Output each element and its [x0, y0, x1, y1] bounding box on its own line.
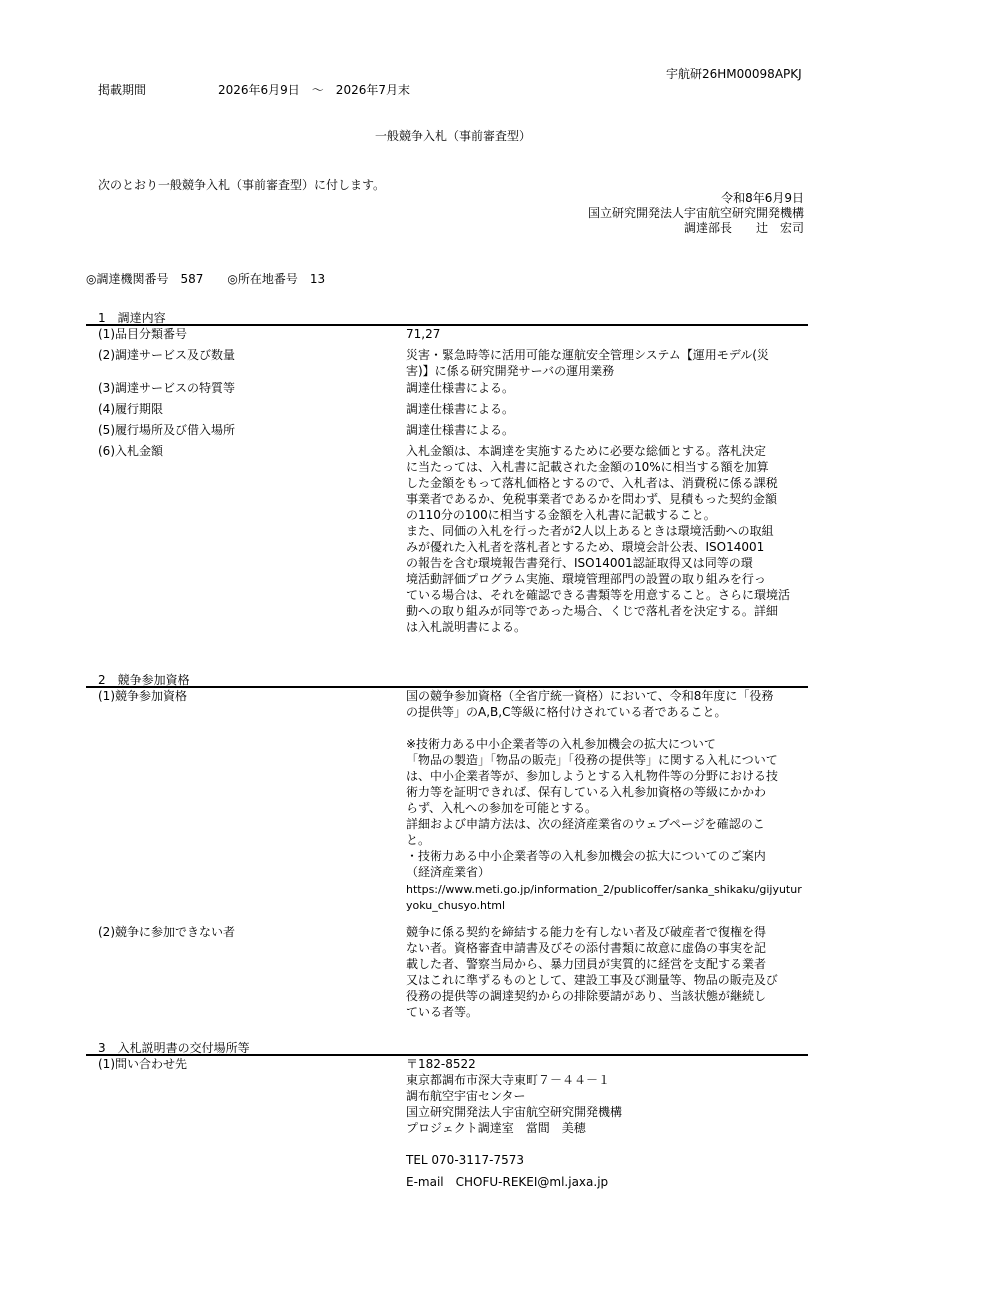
issuer-person: 調達部長 辻 宏司	[683, 221, 804, 235]
s2-label-2: (2)競争に参加できない者	[98, 925, 235, 939]
contact-tel: TEL 070-3117-7573	[406, 1153, 525, 1167]
s3-value-1: 〒182-8522 東京都調布市深大寺東町７－４４－１ 調布航空宇宙センター 国立研究開発法人宇宙航空研究開発機構 プロジェクト調達室 當間 美穂 TEL 070-3117-7573 E-mail CHOFU-REKEI@ml.jaxa.jp	[406, 1056, 808, 1190]
s3-label-1: (1)問い合わせ先	[98, 1057, 187, 1071]
agency-codes: ◎調達機関番号 587 ◎所在地番号 13	[86, 272, 326, 286]
s2-label-1: (1)競争参加資格	[98, 689, 187, 703]
intro-text: 次のとおり一般競争入札（事前審査型）に付します。	[98, 178, 386, 192]
issue-date: 令和8年6月9日	[721, 191, 804, 205]
s1-value-4: 調達仕様書による。	[406, 402, 515, 416]
document-title: 一般競争入札（事前審査型）	[374, 129, 531, 143]
issuer-organization: 国立研究開発法人宇宙航空研究開発機構	[587, 206, 804, 220]
reference-number: 宇航研26HM00098APKJ	[666, 67, 802, 81]
issuer-block	[404, 191, 804, 236]
s2-value-2: 競争に係る契約を締結する能力を有しない者及び破産者で復権を得 ない者。資格審査申請書及びその添付書類に故意に虚偽の事実を記 載した者、警察当局から、暴力団員が実質的に経営を支配する業者 又はこれに準ずるものとして、建設工事及び測量等、物品の販売及び 役務の提供等の調達契約からの排除要請があり、当該状態が継続し ている者等。	[406, 925, 778, 1019]
s1-label-2: (2)調達サービス及び数量	[98, 348, 235, 362]
s1-label-4: (4)履行期限	[98, 402, 163, 416]
section3-title: 3 入札説明書の交付場所等	[98, 1041, 250, 1055]
contact-email[interactable]: E-mail CHOFU-REKEI@ml.jaxa.jp	[406, 1175, 609, 1189]
section2-title: 2 競争参加資格	[98, 673, 190, 687]
s1-value-5: 調達仕様書による。	[406, 423, 515, 437]
section1-title: 1 調達内容	[98, 311, 166, 325]
s1-label-5: (5)履行場所及び借入場所	[98, 423, 235, 437]
period-label: 掲載期間	[98, 83, 147, 97]
s1-label-3: (3)調達サービスの特質等	[98, 381, 235, 395]
s1-value-6: 入札金額は、本調達を実施するために必要な総価とする。落札決定 に当たっては、入札書に記載された金額の10%に相当する額を加算 した金額をもって落札価格とするので、入札者は、消費税に係る課税 事業者であるか、免税事業者であるかを問わず、見積もった契約金額 の110分の100に相当する金額を入札書に記載すること。 また、同価の入札を行った者が2人以上あるときは環境活動への取組 みが優れた入札者を落札者とするため、環境会計公表、ISO14001 の報告を含む環境報告書発行、ISO14001認証取得又は同等の環 境活動評価プログラム実施、環境管理部門の設置の取り組みを行っ ている場合は、それを確認できる書類等を用意すること。さらに環境活 動への取り組みが同等であった場合、くじで落札者を決定する。詳細 は入札説明書による。	[406, 444, 791, 634]
s1-value-1: 71,27	[406, 327, 441, 341]
period-value: 2026年6月9日 ～ 2026年7月末	[218, 83, 410, 97]
meti-url-link[interactable]: https://www.meti.go.jp/information_2/publicoffer/sanka_shikaku/gijyuturyoku_chusyo.html	[406, 883, 802, 912]
s1-label-6: (6)入札金額	[98, 444, 163, 458]
s1-value-3: 調達仕様書による。	[406, 381, 515, 395]
s1-value-2: 災害・緊急時等に活用可能な運航安全管理システム【運用モデル(災 害)】に係る研究開発サーバの運用業務	[406, 348, 769, 378]
s1-label-1: (1)品目分類番号	[98, 327, 187, 341]
s2-value-1: 国の競争参加資格（全省庁統一資格）において、令和8年度に「役務 の提供等」のA,B,C等級に格付けされている者であること。 ※技術力ある中小企業者等の入札参加機会の拡大について 「物品の製造」「物品の販売」「役務の提供等」に関する入札について は、中小企業者等が、参加しようとする入札物件等の分野における技 術力等を証明できれば、保有している入札参加資格の等級にかかわ らず、入札への参加を可能とする。 詳細および申請方法は、次の経済産業省のウェブページを確認のこ と。 ・技術力ある中小企業者等の入札参加機会の拡大についてのご案内 （経済産業省） https://www.meti.go.jp/information_2/publicoffer/sanka_shikaku/gijyuturyoku_chusyo.html	[406, 688, 808, 914]
